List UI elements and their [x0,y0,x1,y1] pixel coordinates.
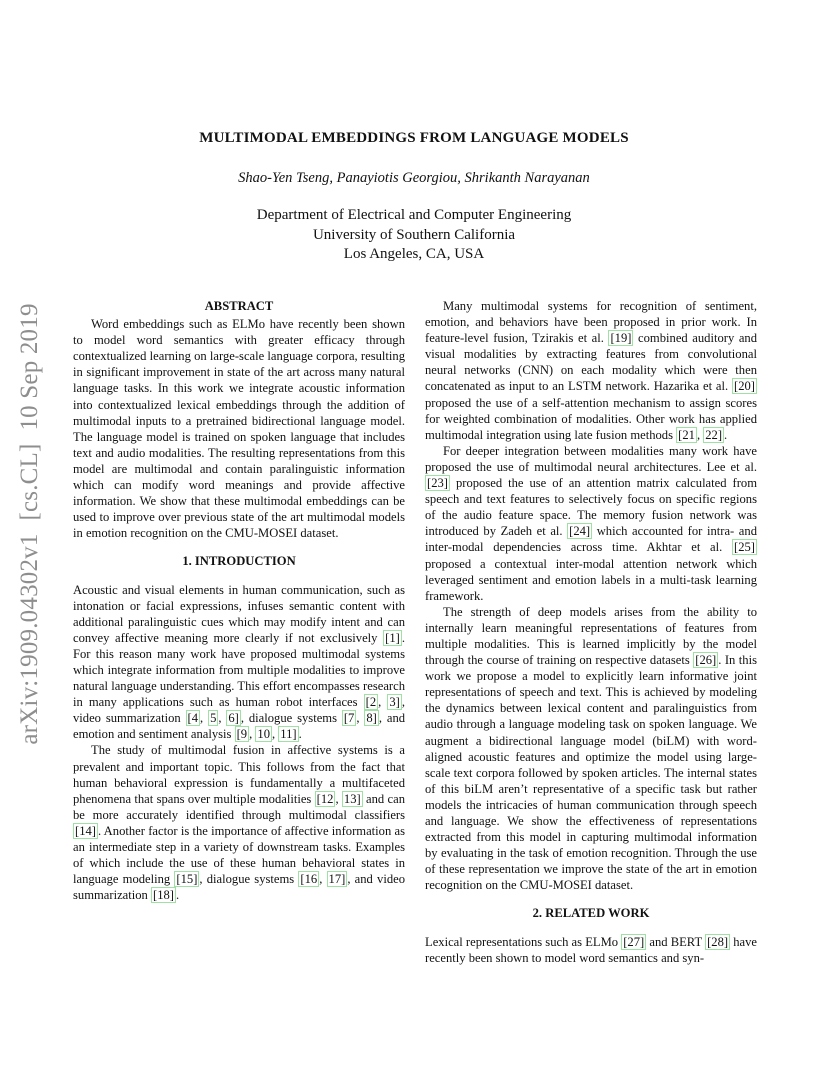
citation-link[interactable]: [15] [176,872,198,887]
citation-link[interactable]: [24] [569,524,591,539]
citation-link[interactable]: [28] [707,934,729,949]
citation-link[interactable]: 11] [280,727,297,742]
citation-link[interactable]: 17] [328,872,346,887]
citation-link[interactable]: 10 [257,727,270,742]
citation-link[interactable]: 6] [228,711,239,726]
citation-link[interactable]: [9 [236,727,248,742]
citation-link[interactable]: 3] [389,695,400,710]
citation-link[interactable]: [2 [365,695,377,710]
citation-link[interactable]: [25] [734,540,755,555]
citation-link[interactable]: [16 [300,872,318,887]
citation-link[interactable]: [20] [734,379,755,394]
citation-link[interactable]: [26] [695,653,717,668]
intro-paragraph-4: For deeper integration between modalities many work have proposed the use of multimodal neural architectures. Lee et al. [23] proposed the use of an attention matrix calculated from speech and text features to selectively focus on specific regions of the audio feature space. The memory fusion network was introduced by Zadeh et al. [24] which accounted for intra- and inter-modal dependencies across time. Akhtar et al. [25] proposed a contextual inter-modal attention network which leveraged sentiment and emotion labels in a multi-task learning framework. [425,443,757,603]
related-work-heading: 2. RELATED WORK [532,906,650,921]
intro-paragraph-5: The strength of deep models arises from the ability to internally learn meaningful representations of features from multiple modalities. This is learned implicitly by the model through the course of training on respective datasets [26] . In this work we propose a model to explicitly learn informative joint representations of speech and text. This is achieved by modeling the dynamics between lexical content and paralinguistics from audio through a language modeling task on spoken language. We augment a bidirectional language model (biLM) with word-aligned acoustic features and optimize the model using large-scale text corpora followed by spoken articles. The internal states of this biLM aren’t representative of a specific task but rather models the intricacies of human communication through speech and language. We show the effectiveness of representations extracted from this model in capturing multimodal information by evaluating in the task of emotion recognition. Through the use of these representation we improve the state of the art in emotion recognition on the CMU-MOSEI dataset. [425,604,757,893]
citation-link[interactable]: [12 [316,791,334,806]
affiliation-location: Los Angeles, CA, USA [343,246,485,262]
citation-link[interactable]: [21 [678,427,695,442]
citation-link[interactable]: [1] [385,630,400,645]
intro-paragraph-1: Acoustic and visual elements in human communication, such as intonation or facial expressions, infuses semantic content with additional paralinguistic cues which may modify intent and can convey affective meaning more clearly if not exclusively [1] . For this reason many work have proposed multimodal systems which integrate information from multiple modalities to improve natural language understanding. This effort encompasses research in many applications such as human robot interfaces [2 , 3] , video summarization [4 , 5 , 6] , dialogue systems [7 , 8] , and emotion and sentiment analysis [9 , 10 , 11] . [73,582,406,742]
introduction-heading: 1. INTRODUCTION [182,554,296,569]
citation-link[interactable]: 13] [343,791,361,806]
citation-link[interactable]: [18] [153,888,174,903]
citation-link[interactable]: [4 [187,711,199,726]
citation-link[interactable]: [19] [610,331,632,346]
arxiv-sidebar [8,286,52,762]
citation-link[interactable]: [14] [75,823,96,838]
citation-link[interactable]: [7 [343,711,355,726]
citation-link[interactable]: [23] [427,476,448,491]
citation-link[interactable]: [27] [623,934,645,949]
affiliation [0,206,828,265]
paper-authors: Shao-Yen Tseng, Panayiotis Georgiou, Shrikanth Narayanan [238,170,590,186]
intro-paragraph-2: The study of multimodal fusion in affective systems is a prevalent and important topic. This follows from the fact that human behavioral expression is fundamentally a multifaceted phenomena that spans over multiple modalities [12 , 13] and can be more accurately identified through multimodal classifiers [14] . Another factor is the importance of affective information as an intermediate step in a variety of downstream tasks. Examples of which include the use of these human behavioral states in language modeling [15] , dialogue systems [16 , 17] , and video summarization [18] . [73,743,406,903]
intro-paragraph-3: Many multimodal systems for recognition of sentiment, emotion, and behaviors have been proposed in prior work. In feature-level fusion, Tzirakis et al. [19] combined auditory and visual modalities by extracting features from convolutional neural networks (CNN) on each modality which were then concatenated as input to an LSTM network. Hazarika et al. [20] proposed the use of a self-attention mechanism to assign scores for weighted combination of modalities. Other work has applied multimodal integration using late fusion methods [21 , 22] . [425,299,757,442]
citation-link[interactable]: 5 [210,711,217,726]
paper-title: MULTIMODAL EMBEDDINGS FROM LANGUAGE MODELS [199,130,629,146]
arxiv-identifier: arXiv:1909.04302v1 [cs.CL] 10 Sep 2019 [16,303,43,745]
related-work-paragraph-1: Lexical representations such as ELMo [27] and BERT [28] have recently been shown to model word semantics and syn- [425,934,757,965]
abstract-text: Word embeddings such as ELMo have recently been shown to model word semantics with greater efficacy through contextualized learning on large-scale language corpora, resulting in significant improvement in state of the art across many natural language tasks. In this work we integrate acoustic information into contextualized lexical embeddings through the addition of multimodal inputs to a pretrained bidirectional language model. The language model is trained on spoken language that includes text and audio modalities. The resulting representations from this model are multimodal and contain paralinguistic information which can modify word meanings and provide affective information. We show that these multimodal embeddings can be used to improve over previous state of the art multimodal models in emotion recognition on the CMU-MOSEI dataset. [73,317,405,541]
affiliation-department: Department of Electrical and Computer Engineering [256,207,572,223]
abstract-heading: ABSTRACT [204,299,274,313]
citation-link[interactable]: 22] [705,427,723,442]
left-column [73,298,405,903]
affiliation-university: University of Southern California [312,226,516,243]
citation-link[interactable]: 8] [366,711,377,726]
right-column [425,298,757,966]
